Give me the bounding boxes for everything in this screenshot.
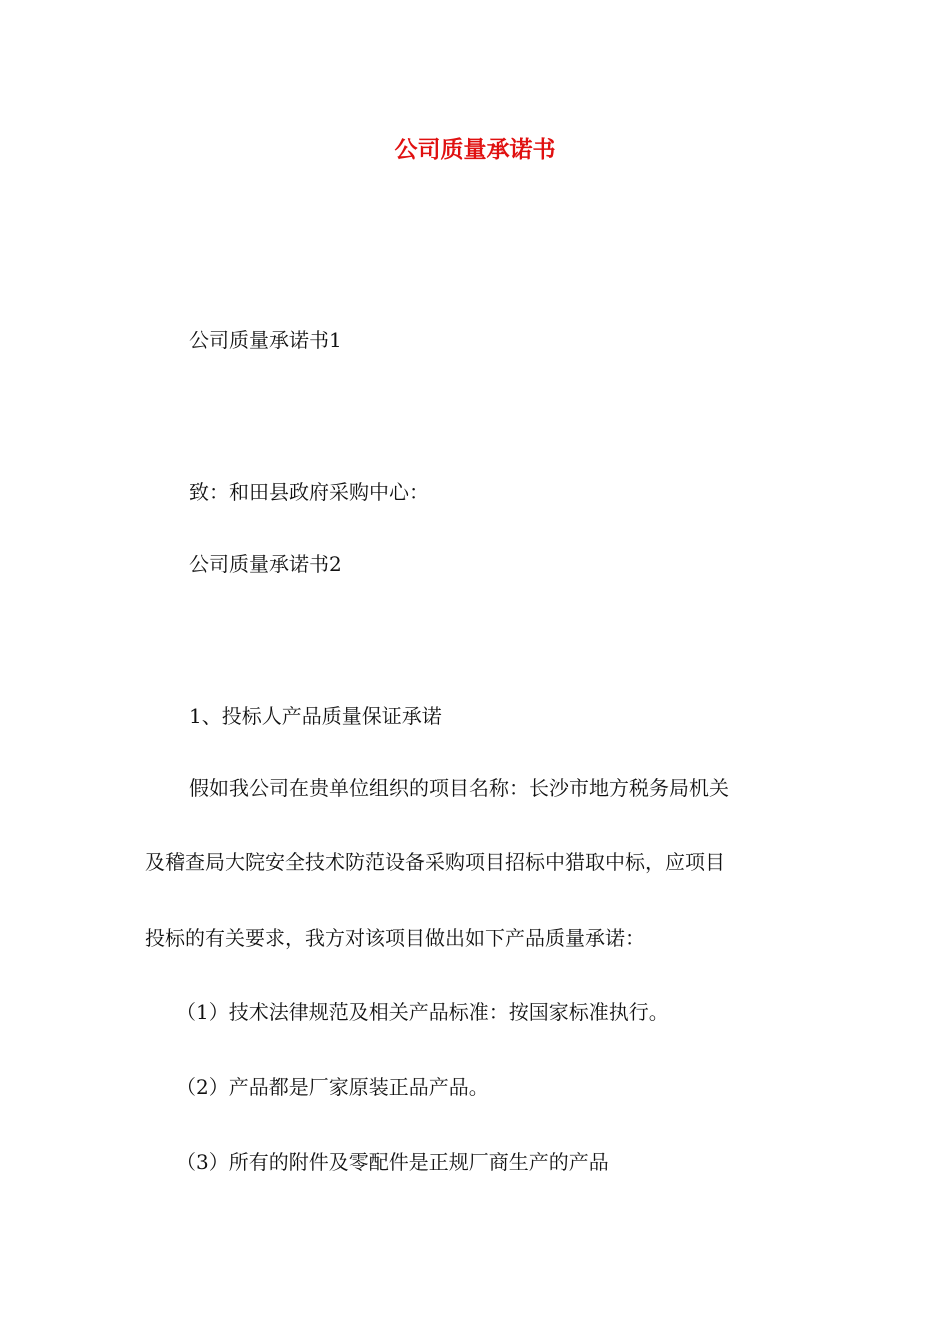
paragraph-line: 假如我公司在贵单位组织的项目名称：长沙市地方税务局机关 [189,776,729,800]
paragraph-line: 及稽查局大院安全技术防范设备采购项目招标中猎取中标，应项目 [145,850,725,874]
heading-1: 公司质量承诺书1 [189,328,342,352]
list-item: （2）产品都是厂家原装正品产品。 [176,1075,489,1099]
addressee-line: 致：和田县政府采购中心： [189,480,429,504]
paragraph-line: 投标的有关要求，我方对该项目做出如下产品质量承诺： [145,926,645,950]
document-title: 公司质量承诺书 [394,136,556,163]
section-heading: 1、投标人产品质量保证承诺 [189,704,442,728]
heading-2: 公司质量承诺书2 [189,552,342,576]
list-item: （3）所有的附件及零配件是正规厂商生产的产品 [176,1150,609,1174]
list-item: （1）技术法律规范及相关产品标准：按国家标准执行。 [176,1000,669,1024]
